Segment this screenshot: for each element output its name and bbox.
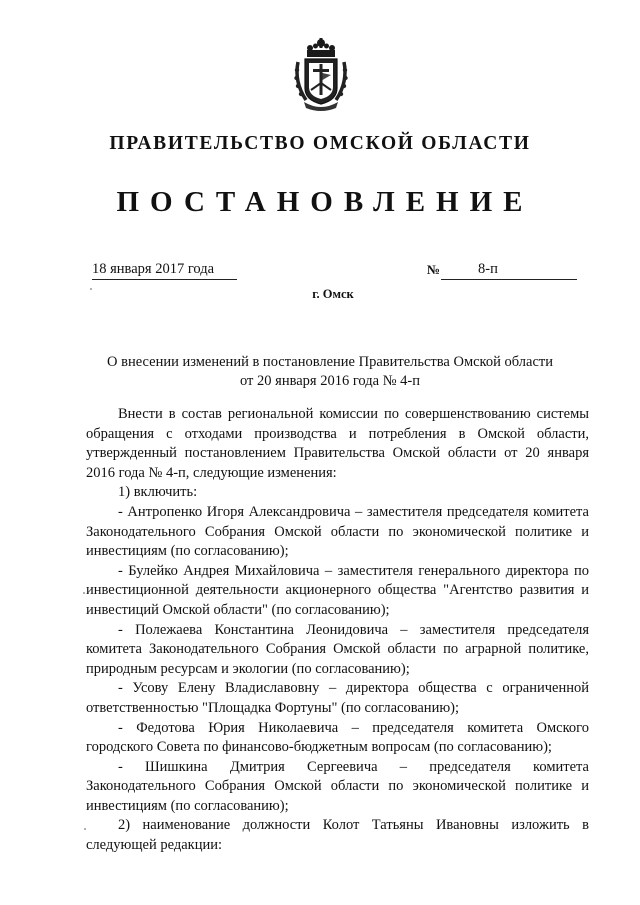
scan-speck [84, 828, 86, 830]
body-paragraph: - Федотова Юрия Николаевича – председателя комитета Омского городского Совета по финансово-бюджетным вопросам (по согласованию); [86, 719, 589, 756]
government-title: ПРАВИТЕЛЬСТВО ОМСКОЙ ОБЛАСТИ [109, 133, 531, 154]
scan-speck [83, 592, 85, 594]
document-body [86, 405, 589, 856]
body-paragraph: 2) наименование должности Колот Татьяны Ивановны изложить в следующей редакции: [86, 817, 589, 854]
body-paragraph: - Шишкина Дмитрия Сергеевича – председателя комитета Законодательного Собрания Омской области по экономической политике и инвестициям (по согласованию); [86, 758, 589, 814]
document-type-title: ПОСТАНОВЛЕНИЕ [116, 186, 534, 218]
document-date: 18 января 2017 года [92, 259, 237, 280]
city-label: г. Омск [312, 287, 354, 301]
body-paragraph: 1) включить: [118, 484, 198, 501]
body-paragraph: - Булейко Андрея Михайловича – заместителя генерального директора по инвестиционной деятельности акционерного общества "Агентство развития и инвестиций Омской области" (по согласованию); [86, 562, 589, 618]
omsk-coat-of-arms-icon [292, 38, 350, 112]
document-number: 8-п [441, 259, 577, 280]
body-paragraph: - Полежаева Константина Леонидовича – заместителя председателя комитета Законодательного Собрания Омской области по аграрной политике, природным ресурсам и экологии (по согласованию); [86, 621, 589, 677]
subject-line-1: О внесении изменений в постановление Правительства Омской области [107, 354, 553, 370]
body-paragraph: - Антропенко Игоря Александровича – заместителя председателя комитета Законодательного Собрания Омской области по экономической политике и инвестициям (по согласованию); [86, 503, 589, 560]
scan-speck [90, 288, 92, 290]
number-sign: № [427, 262, 441, 277]
document-subject [80, 353, 580, 391]
body-paragraph: Внести в состав региональной комиссии по совершенствованию системы обращения с отходами производства и потребления в Омской области, утвержденный постановлением Правительства Омской области от 20 января 2016 года № 4-п, следующие изменения: [86, 406, 589, 481]
subject-line-2: от 20 января 2016 года № 4-п [240, 373, 420, 389]
body-paragraph: - Усову Елену Владиславовну – директора общества с ограниченной ответственностью "Площадка Фортуны" (по согласованию); [86, 680, 589, 716]
